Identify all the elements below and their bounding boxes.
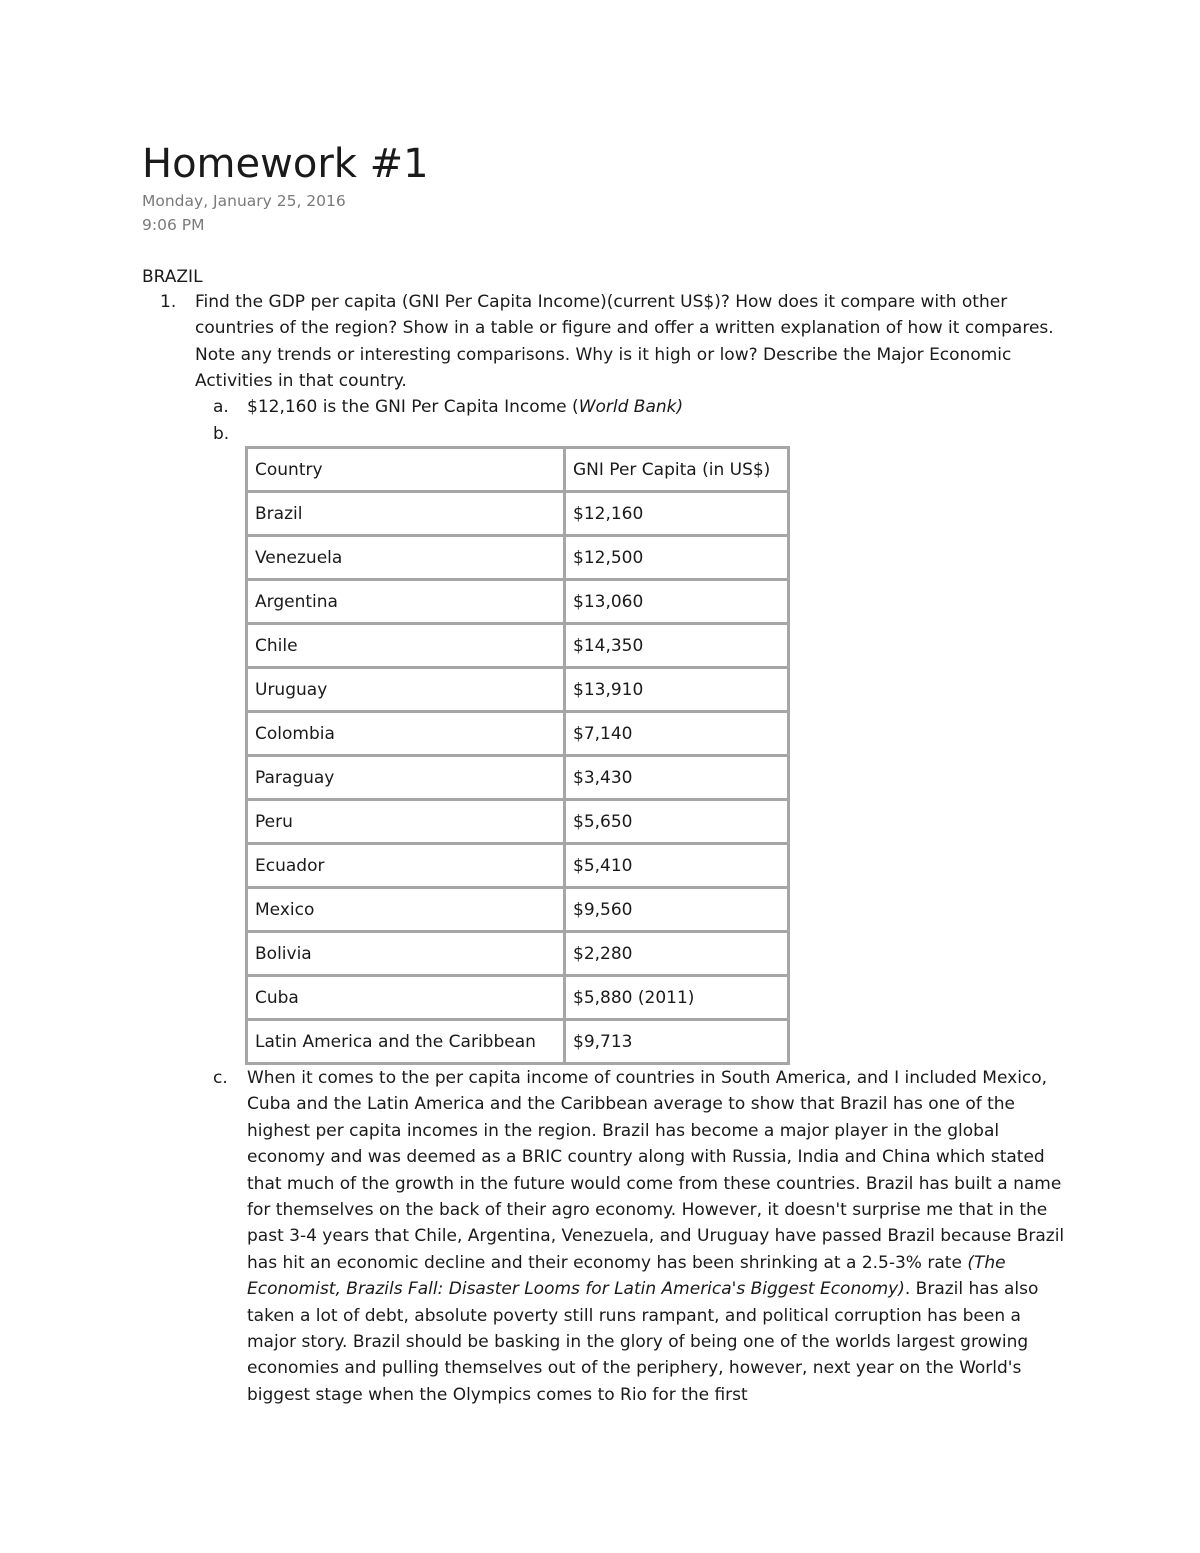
table-row	[247, 1020, 789, 1064]
item-a-source: World Bank)	[578, 397, 684, 417]
item-b-marker: b.	[213, 424, 230, 444]
table-cell-gni: $12,160	[565, 492, 789, 536]
table-cell-country: Bolivia	[247, 932, 565, 976]
table-cell-country: Brazil	[247, 492, 565, 536]
table-cell-country: Paraguay	[247, 756, 565, 800]
item-a-marker: a.	[213, 397, 229, 417]
page-title: Homework #1	[142, 141, 429, 187]
table-cell-gni: $14,350	[565, 624, 789, 668]
table-cell-country: Argentina	[247, 580, 565, 624]
table-header-row	[247, 448, 789, 492]
table-cell-gni: $13,910	[565, 668, 789, 712]
table-cell-gni: $2,280	[565, 932, 789, 976]
table-row	[247, 580, 789, 624]
table-cell-gni: $5,650	[565, 800, 789, 844]
table-cell-country: Latin America and the Caribbean	[247, 1020, 565, 1064]
table-cell-country: Chile	[247, 624, 565, 668]
table-cell-gni: $5,880 (2011)	[565, 976, 789, 1020]
page-time: 9:06 PM	[142, 216, 205, 234]
item-c-text-1: When it comes to the per capita income of countries in South America, and I included Mexico, Cuba and the Latin America and the Caribbean average to show that Brazil has one of the highest per capita incomes in the region. Brazil has become a major player in the global economy and was deemed as a BRIC country along with Russia, India and China which stated that much of the growth in the future would come from these countries. Brazil has built a name for themselves on the back of their agro economy. However, it doesn't surprise me that in the past 3-4 years that Chile, Argentina, Venezuela, and Uruguay have passed Brazil because Brazil has hit an economic decline and their economy has been shrinking at a 2.5-3% rate	[247, 1068, 1065, 1273]
table-cell-country: Peru	[247, 800, 565, 844]
table-row	[247, 844, 789, 888]
table-header-country: Country	[247, 448, 565, 492]
table-cell-gni: $9,713	[565, 1020, 789, 1064]
table-row	[247, 668, 789, 712]
item-c-citation: (The Economist, Brazils Fall: Disaster Looms for Latin America's Biggest Economy)	[247, 1252, 1006, 1300]
table-cell-gni: $12,500	[565, 536, 789, 580]
question-1-marker: 1.	[160, 292, 177, 312]
gni-table	[245, 446, 790, 1065]
table-cell-gni: $7,140	[565, 712, 789, 756]
item-c-text-2: . Brazil has also taken a lot of debt, absolute poverty still runs rampant, and political corruption has been a major story. Brazil should be basking in the glory of being one of the worlds largest growing economies and pulling themselves out of the periphery, however, next year on the World's biggest stage when the Olympics comes to Rio for the first	[247, 1279, 1039, 1405]
country-heading: BRAZIL	[142, 267, 203, 287]
table-row	[247, 492, 789, 536]
table-header-gni: GNI Per Capita (in US$)	[565, 448, 789, 492]
item-a-text	[247, 394, 683, 420]
table-row	[247, 624, 789, 668]
table-cell-gni: $13,060	[565, 580, 789, 624]
table-row	[247, 712, 789, 756]
table-cell-country: Uruguay	[247, 668, 565, 712]
question-1-text: Find the GDP per capita (GNI Per Capita Income)(current US$)? How does it compare with other countries of the region? Show in a table or figure and offer a written explanation of how it compares. Note any trends or interesting comparisons. Why is it high or low? Describe the Major Economic Activities in that country.	[195, 292, 1054, 392]
table-cell-gni: $5,410	[565, 844, 789, 888]
table-row	[247, 976, 789, 1020]
item-c-marker: c.	[213, 1068, 228, 1088]
table-row	[247, 756, 789, 800]
item-c-paragraph	[247, 1065, 1065, 1408]
table-cell-country: Venezuela	[247, 536, 565, 580]
table-row	[247, 888, 789, 932]
table-cell-country: Cuba	[247, 976, 565, 1020]
table-cell-gni: $9,560	[565, 888, 789, 932]
table-cell-country: Ecuador	[247, 844, 565, 888]
table-row	[247, 800, 789, 844]
item-a-statement: $12,160 is the GNI Per Capita Income (	[247, 397, 579, 417]
table-row	[247, 932, 789, 976]
table-cell-country: Mexico	[247, 888, 565, 932]
table-cell-gni: $3,430	[565, 756, 789, 800]
page-date: Monday, January 25, 2016	[142, 192, 346, 210]
table-cell-country: Colombia	[247, 712, 565, 756]
table-row	[247, 536, 789, 580]
